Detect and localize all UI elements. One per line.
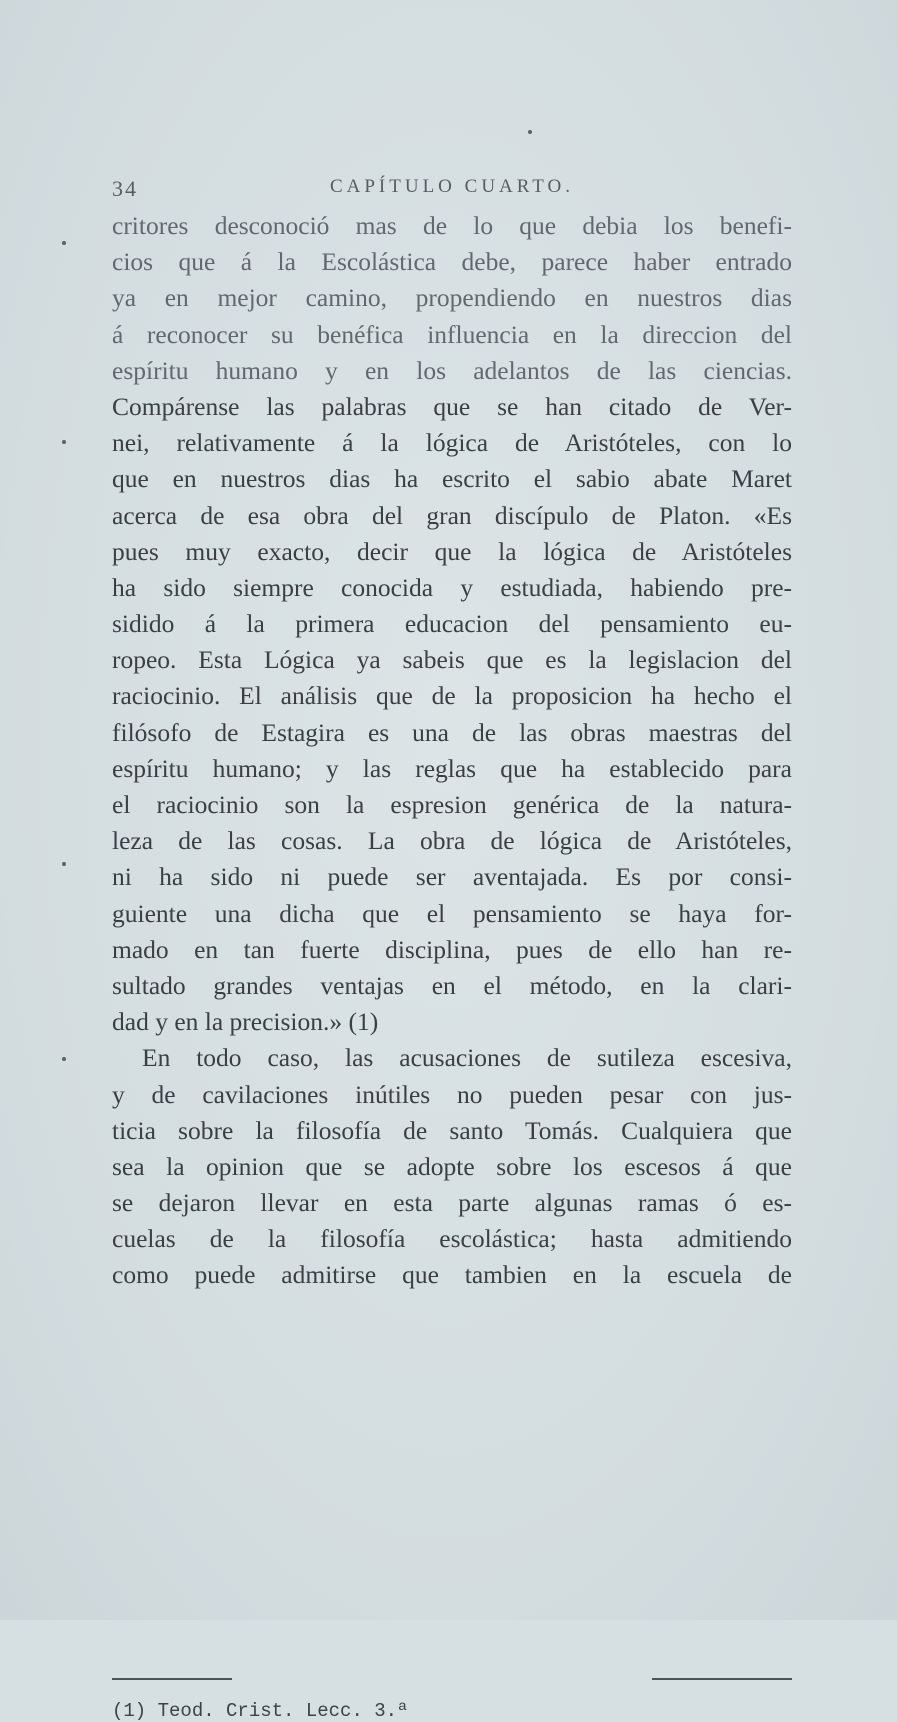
text-line: y de cavilaciones inútiles no pueden pesar con jus- [112,1079,792,1109]
text-line: espíritu humano; y las reglas que ha establecido para [112,753,792,783]
paper-speck [62,440,66,444]
text-line: critores desconoció mas de lo que debia los benefi- [112,211,792,240]
footnote-rule-left [112,1678,232,1680]
text-line: sultado grandes ventajas en el método, en la clari- [112,970,792,1000]
text-line: dad y en la precision.» (1) [112,1007,379,1037]
text-line: ya en mejor camino, propendiendo en nuestros dias [112,283,792,313]
running-head: CAPÍTULO CUARTO. [329,176,575,197]
text-line: ticia sobre la filosofía de santo Tomás. Cualquiera que [112,1115,792,1145]
text-line: raciocinio. El análisis que de la proposicion ha hecho el [112,681,792,711]
paper-speck [528,130,532,134]
text-line: nei, relativamente á la lógica de Aristóteles, con lo [112,428,792,458]
text-line: guiente una dicha que el pensamiento se haya for- [112,898,792,928]
page-number: 34 [112,176,138,201]
text-line: leza de las cosas. La obra de lógica de Aristóteles, [112,826,792,856]
paper-speck [62,1057,66,1061]
text-line: como puede admitirse que tambien en la escuela de [112,1260,792,1290]
text-line: En todo caso, las acusaciones de sutileza escesiva, [142,1043,792,1073]
footnote: (1) Teod. Crist. Lecc. 3.ª [112,1700,409,1722]
text-line: se dejaron llevar en esta parte algunas ramas ó es- [112,1188,792,1218]
paper-speck [62,862,66,866]
text-line: espíritu humano y en los adelantos de las ciencias. [112,355,792,385]
text-line: ni ha sido ni puede ser aventajada. Es por consi- [112,862,792,892]
text-line: á reconocer su benéfica influencia en la direccion del [112,319,792,349]
footnote-rule-right [652,1678,792,1680]
text-line: el raciocinio son la espresion genérica de la natura- [112,790,792,819]
body-text [112,208,792,1294]
text-line: filósofo de Estagira es una de las obras maestras del [112,717,792,747]
text-line: Compárense las palabras que se han citado de Ver- [112,391,792,421]
paper-speck [62,241,66,245]
text-line: sea la opinion que se adopte sobre los escesos á que [112,1151,792,1181]
text-line: pues muy exacto, decir que la lógica de Aristóteles [112,536,792,566]
text-line: mado en tan fuerte disciplina, pues de ello han re- [112,934,792,964]
text-line: ha sido siempre conocida y estudiada, habiendo pre- [112,572,792,602]
text-line: cios que á la Escolástica debe, parece haber entrado [112,247,792,277]
text-line: ropeo. Esta Lógica ya sabeis que es la legislacion del [112,645,792,675]
page-header [112,176,792,206]
text-line: sidido á la primera educacion del pensamiento eu- [112,609,792,639]
text-line: que en nuestros dias ha escrito el sabio abate Maret [112,464,792,494]
text-line: acerca de esa obra del gran discípulo de Platon. «Es [112,500,792,530]
text-line: cuelas de la filosofía escolástica; hasta admitiendo [112,1224,792,1254]
